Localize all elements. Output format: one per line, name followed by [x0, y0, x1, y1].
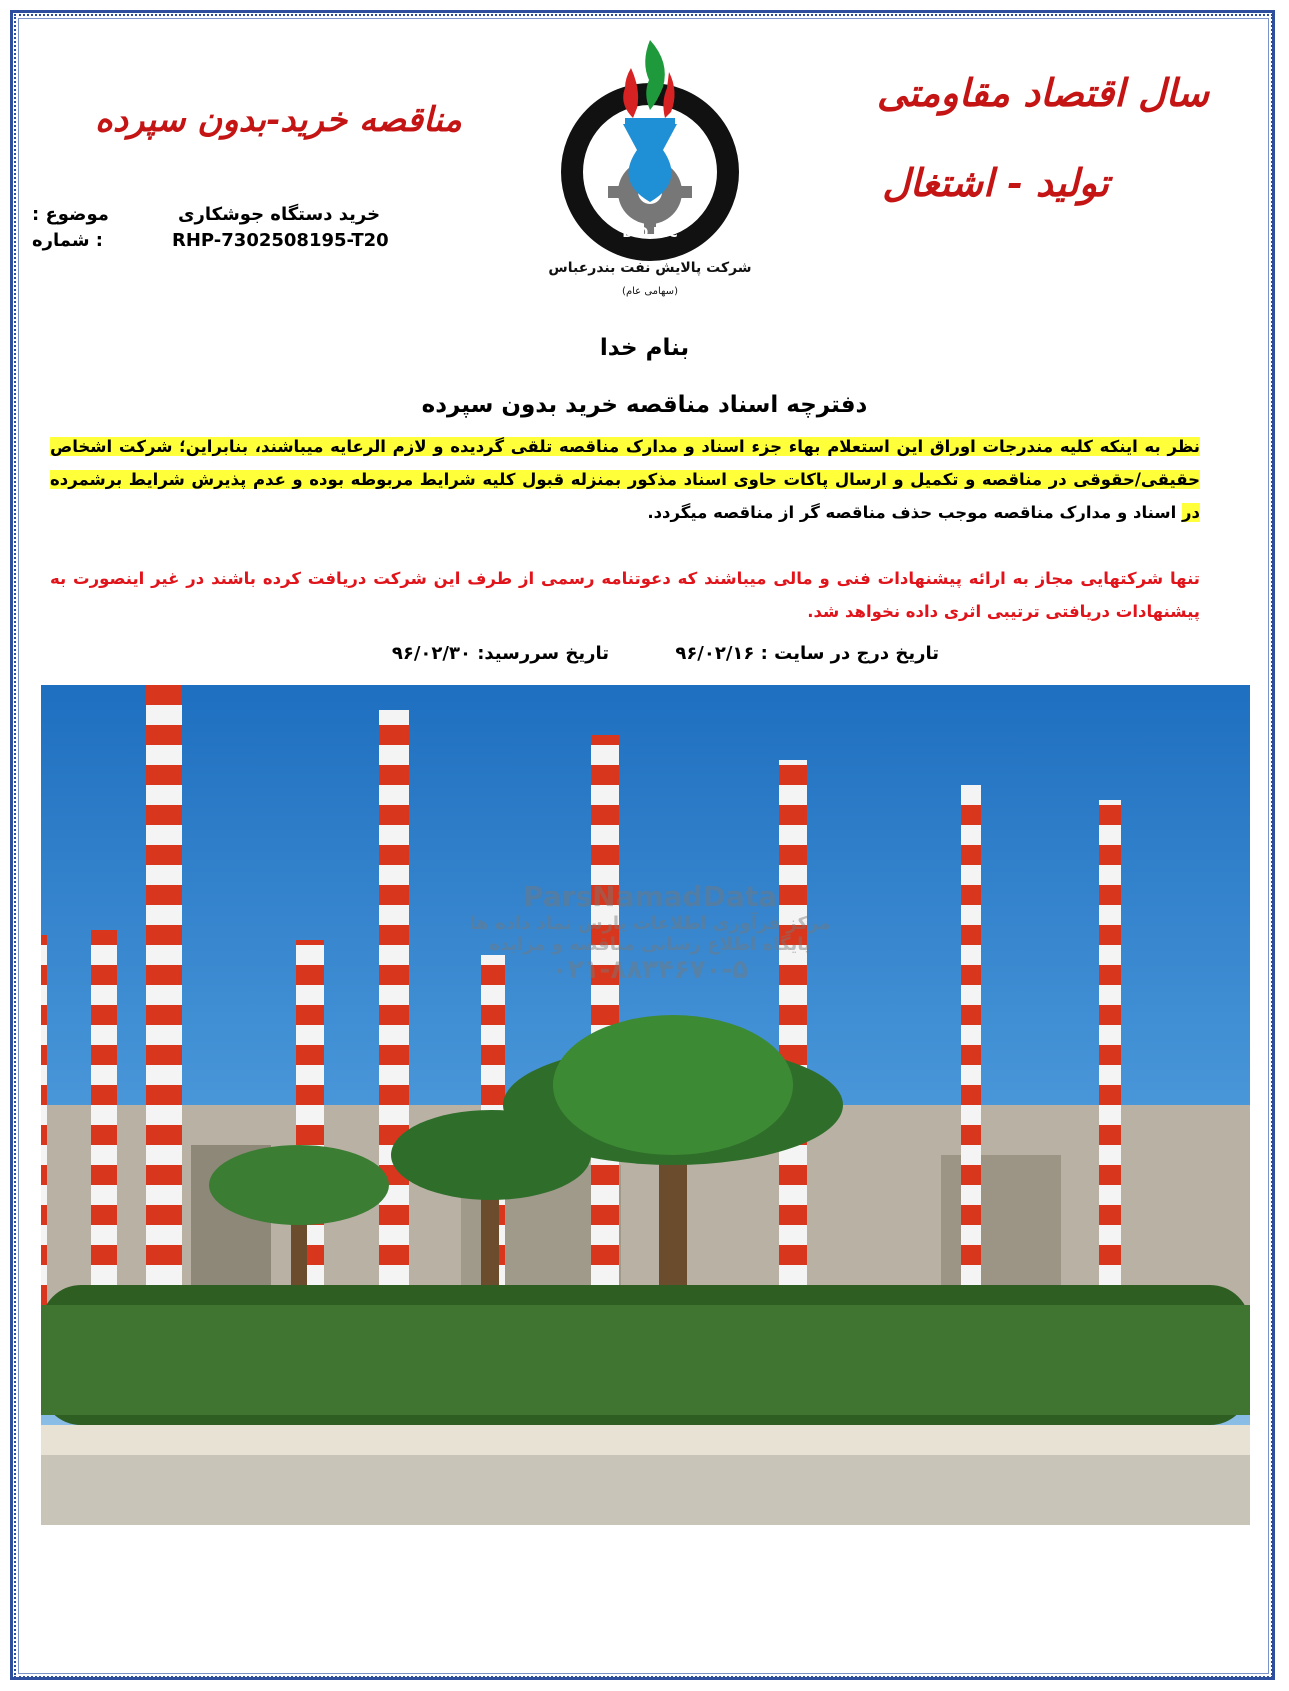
bismillah-heading: بنام خدا [599, 335, 690, 361]
curb [41, 1425, 1250, 1455]
terms-continuation: اسناد و مدارک مناقصه موجب حذف مناقصه گر از مناقصه میگردد. [647, 503, 1177, 522]
watermark-line1: مرکز فرآوری اطلاعات پارس نماد داده ها [469, 913, 831, 934]
company-logo [545, 32, 755, 302]
terms-paragraph [50, 430, 1200, 529]
road [41, 1455, 1250, 1525]
watermark-phone: ۰۲۱-۸۸۳۴۶۷۰-۵ [551, 955, 749, 985]
torch-base [625, 118, 675, 126]
watermark-line2: پایگاه اطلاع رسانی مناقصه و مزایده [489, 934, 811, 955]
year-slogan-line1: سال اقتصاد مقاومتی [876, 70, 1209, 115]
logo-company-name: شرکت پالایش نفت بندرعباس [548, 260, 752, 276]
tender-number: RHP-7302508195-T20 [172, 230, 389, 251]
date-due: تاریخ سررسید: ۹۶/۰۲/۳۰ [391, 643, 609, 664]
number-label: : شماره [32, 230, 103, 251]
refinery-photo [41, 685, 1250, 1525]
logo-initials: B.O.R.C [622, 226, 678, 241]
watermark [465, 880, 835, 985]
date-posted: تاریخ درج در سایت : ۹۶/۰۲/۱۶ [675, 643, 939, 664]
flame-red-icon [663, 72, 674, 118]
year-slogan-line2: تولید - اشتغال [882, 160, 1109, 205]
watermark-brand: ParsNamadData [523, 880, 777, 913]
document-title: دفترچه اسناد مناقصه خرید بدون سپرده [421, 392, 868, 418]
flame-red-icon [623, 68, 638, 118]
logo-company-type: (سهامی عام) [622, 286, 678, 297]
tender-type-title: مناقصه خرید-بدون سپرده [95, 100, 462, 140]
subject-value: خرید دستگاه جوشکاری [178, 204, 381, 225]
subject-label: موضوع : [32, 204, 109, 225]
highlighted-terms: نظر به اینکه کلیه مندرجات اوراق این استعلام بهاء جزء اسناد و مدارک مناقصه تلقی گردیده و لازم الرعایه میباشند، بنابراین؛ شرکت اشخاص حقیقی/حقوقی در مناقصه و تکمیل و ارسال پاکات حاوی اسناد مذکور بمنزله قبول کلیه شرایط مربوطه بوده و عدم پذیرش شرایط برشمرده در [50, 437, 1200, 522]
invitation-notice: تنها شرکتهایی مجاز به ارائه پیشنهادات فنی و مالی میباشند که دعوتنامه رسمی از طرف این شرکت دریافت کرده باشند در غیر اینصورت به پیشنهادات دریافتی ترتیبی اثری داده نخواهد شد. [50, 569, 1200, 621]
